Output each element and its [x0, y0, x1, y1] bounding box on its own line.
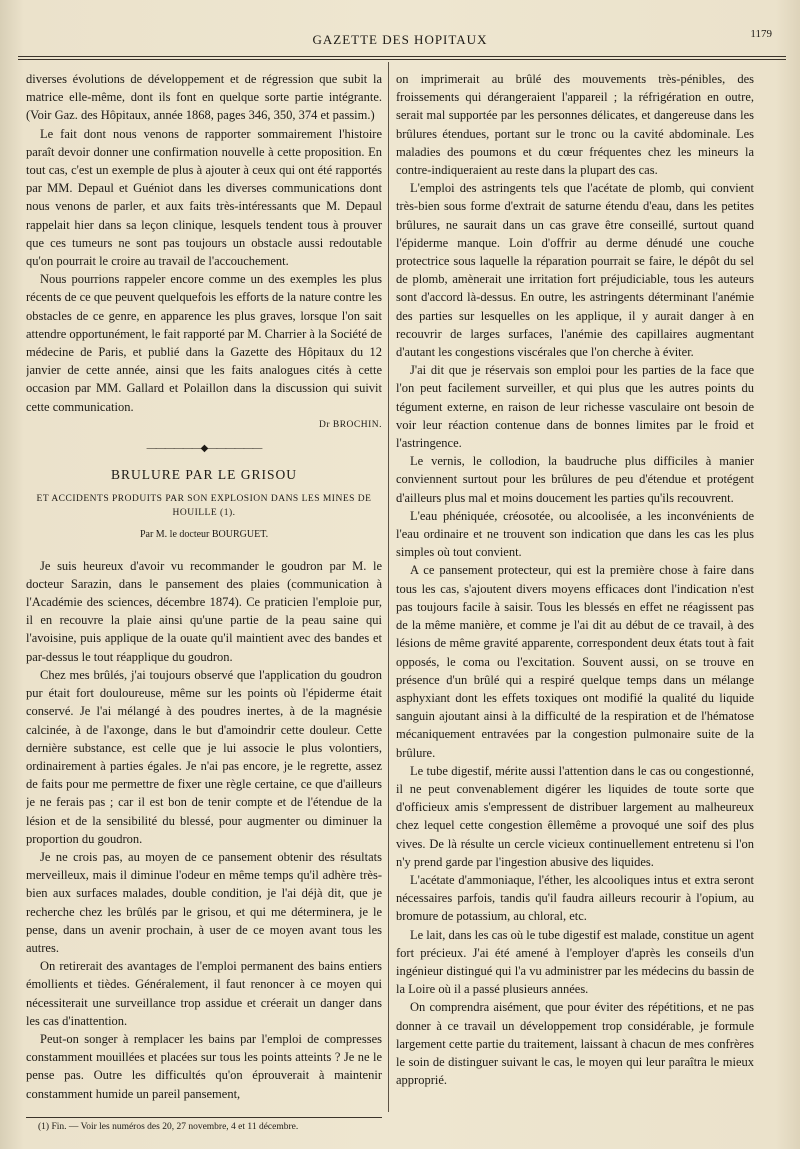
footnote-rule	[26, 1117, 382, 1118]
footnote: (1) Fin. — Voir les numéros des 20, 27 novembre, 4 et 11 décembre.	[38, 1122, 299, 1132]
page-header	[18, 28, 782, 58]
right-column	[396, 70, 754, 1130]
paragraph: Je ne crois pas, au moyen de ce pansement obtenir des résultats merveilleux, mais il diminue l'odeur en même temps qu'il adhère très-bien aux surfaces malades, double condition, je l'ai déjà dit, que je recherche chez les brûlés par le grisou, et qui me déterminera, je le pense, dans un avenir prochain, à user de ce moyen avant tous les autres.	[26, 849, 382, 955]
paragraph: On retirerait des avantages de l'emploi permanent des bains entiers émollients et tièdes. Généralement, il faut renoncer à ce moyen qui nécessiterait une surveillance trop assidue et créerait un danger dans les cas d'inattention.	[26, 959, 382, 1028]
header-rule	[18, 56, 786, 57]
journal-title: GAZETTE DES HOPITAUX	[312, 32, 488, 47]
signature: Dr BROCHIN.	[318, 419, 382, 430]
left-column	[26, 70, 382, 1110]
paragraph: On comprendra aisément, que pour éviter des répétitions, et ne pas donner à ce travail un développement trop considérable, je formule largement cette partie du traitement, laissant à chacun de mes confrères le soin de distinguer suivant le cas, le moyen qui leur paraîtra le mieux approprié.	[396, 1000, 754, 1088]
paragraph: L'emploi des astringents tels que l'acétate de plomb, qui convient très-bien sous forme d'extrait de saturne étendu d'eau, dans les petites brûlures, ne saurait dans un cas grave être conseillé, surtout quand l'épiderme manque. Loin d'offrir au derme dénudé une couche protectrice sous laquelle la réparation pourrait se faire, le dépôt du sel de plomb, amènerait une irritation fort préjudiciable, tous les auteurs sont d'accord là-dessus. En outre, les astringents déterminant l'anémie des parties sur lesquelles on les applique, il y aurait danger à en recouvrir de larges surfaces, l'anémie des capillaires augmentant d'autant les congestions viscérales que l'on cherche à éviter.	[396, 181, 754, 360]
paragraph: Le fait dont nous venons de rapporter sommairement l'histoire paraît devoir donner une confirmation nouvelle à cette proposition. En tout cas, c'est un exemple de plus à ajouter à ceux qui ont été rapportés par MM. Depaul et Guéniot dans les diverses communications dont nous venons de parler, et aux faits très-intéressants que M. Depaul rappelait hier dans sa leçon clinique, lesquels tendent tous à prouver que ces tumeurs ne sont pas toujours un obstacle aussi redoutable qu'on pourrait le croire au travail de l'accouchement.	[26, 126, 382, 269]
paragraph: Nous pourrions rappeler encore comme un des exemples les plus récents de ce que peuvent quelquefois les efforts de la nature contre les obstacles de ce genre, en apparence les plus graves, lorsque l'on sait attendre opportunément, le fait rapporté par M. Charrier à la Société de médecine de Paris, et publié dans la Gazette des Hôpitaux du 12 janvier de cette année, ainsi que les faits analogues cités à cette occasion par MM. Gallard et Polaillon dans la discussion qui suivit cette communication.	[26, 272, 382, 414]
paragraph: A ce pansement protecteur, qui est la première chose à faire dans tous les cas, s'ajoutent divers moyens efficaces dont l'indication n'est pas toujours facile à saisir. Tous les blessés en effet ne réagissent pas de la même manière, et comme je l'ai dit au début de ce travail, à des lésions de même gravité apparente, correspondent deux états tout à fait opposés, le coma ou l'excitation. Souvent aussi, on se trouve en présence d'un brûlé qui a respiré quelque temps dans un mélange asphyxiant dont les effets toxiques ont modifié la qualité du liquide sanguin ajoutant ainsi à la difficulté de la respiration et de l'hématose mécaniquement entravées par la congestion pulmonaire suite de la brûlure.	[396, 563, 754, 760]
article-subtitle: ET ACCIDENTS PRODUITS PAR SON EXPLOSION DANS LES MINES DE HOUILLE (1).	[36, 494, 372, 519]
paragraph: Le tube digestif, mérite aussi l'attention dans le cas ou congestionné, il ne peut convenablement digérer les liquides de toute sorte que d'officieux amis s'empressent de distribuer largement au malheureux chez lequel cette congestion êllemême a provoqué une soif des plus vives. De là résulte un cercle vicieux continuellement entretenu si l'on n'y prend garde par l'ingestion abusive des liquides.	[396, 763, 754, 869]
paragraph: diverses évolutions de développement et de régression que subit la matrice elle-même, dont ils font en quelque sorte partie intégrante. (Voir Gaz. des Hôpitaux, année 1868, pages 346, 350, 374 et passim.)	[26, 72, 382, 123]
paragraph: J'ai dit que je réservais son emploi pour les parties de la face que l'on peut facilement surveiller, et qui plus que les autres points du tégument externe, en raison de leur richesse vasculaire ont besoin de voir leur réaction contenue dans de bonnes limites par le froid et l'astringence.	[396, 363, 754, 451]
paragraph: Le vernis, le collodion, la baudruche plus difficiles à manier conviennent surtout pour les brûlures de peu d'étendue et protégent d'ailleurs plus mal et moins doucement les parties qu'ils recouvrent.	[396, 454, 754, 505]
article-author: Par M. le docteur BOURGUET.	[139, 529, 269, 541]
paragraph: Chez mes brûlés, j'ai toujours observé que l'application du goudron pur était fort douloureuse, même sur les points où l'épiderme était conservé. Je l'ai mélangé à des poudres inertes, à de la magnésie calcinée, à de l'axonge, dans le but d'amoindrir cette douleur. Cette dernière substance, est celle que je lui associe le plus volontiers, ordinairement à parties égales. Je n'ai pas encore, je le regrette, assez de faits pour me permettre de fixer une règle certaine, ce que d'ailleurs je ne ferais pas ; car il est bon de tenir compte et de l'étendue de la lésion et de la sensibilité du blessé, pour augmenter ou diminuer la proportion du goudron.	[26, 667, 382, 846]
page-number: 1179	[750, 28, 772, 40]
column-separator	[388, 62, 389, 1112]
paragraph: on imprimerait au brûlé des mouvements très-pénibles, des froissements qui dérangeraient l'appareil ; la réfrigération en outre, serait mal supportée par les personnes délicates, et dangereuse dans les brûlures étendues, portant sur le tronc ou la cavité abdominale. Les maladies des poumons et du cœur fréquentes chez les mineurs la contre-indiqueraient au reste dans la plupart des cas.	[396, 72, 754, 178]
section-divider: ——————◆——————	[146, 443, 262, 455]
paragraph: Peut-on songer à remplacer les bains par l'emploi de compresses constamment mouillées et placées sur tous les points atteints ? Je ne le pense pas. Outre les difficultés qu'on éprouverait à maintenir constamment humide un pareil pansement,	[26, 1031, 382, 1101]
paragraph: L'acétate d'ammoniaque, l'éther, les alcooliques intus et extra seront nécessaires parfois, tandis qu'il faudra ailleurs recourir à l'opium, au bromure de potassium, au chloral, etc.	[396, 872, 754, 924]
paragraph: Le lait, dans les cas où le tube digestif est malade, constitue un agent fort précieux. J'ai été amené à l'employer d'après les conseils d'un ingénieur distingué qui l'a vu administrer par les médecins du bassin de la Loire où il a passé plusieurs années.	[396, 927, 754, 997]
header-rule-double	[18, 59, 786, 60]
paragraph: Je suis heureux d'avoir vu recommander le goudron par M. le docteur Sarazin, dans le pansement des plaies (communication à l'Académie des sciences, décembre 1874). Ce praticien l'emploie pur, il en recouvre la plaie ainsi qu'une partie de la peau saine qui l'avoisine, puis applique de la ouate qu'il maintient avec des bandes et par-dessus le tout réapplique du goudron.	[26, 558, 382, 664]
article-title: BRULURE PAR LE GRISOU	[111, 467, 297, 483]
paragraph: L'eau phéniquée, créosotée, ou alcoolisée, a les inconvénients de l'eau ordinaire et ne trouvent son indication que dans les cas les plus simples où tout convient.	[396, 508, 754, 560]
